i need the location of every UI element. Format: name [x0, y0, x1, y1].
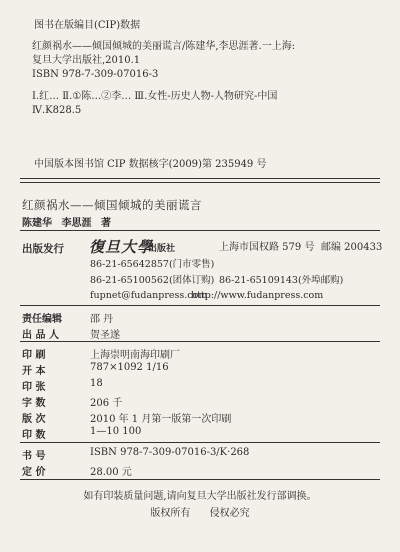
- piracy-warning: 侵权必究: [209, 508, 250, 519]
- editor-value: 邵 丹: [90, 314, 114, 325]
- book-authors: [22, 214, 117, 229]
- cip-data-note: 中国版本图书馆 CIP 数据核字(2009)第 235949 号: [34, 159, 267, 170]
- word-count-label: 字 数: [22, 398, 46, 409]
- publisher-logo-suffix: 出版社: [148, 244, 176, 254]
- divider: [20, 178, 380, 183]
- cip-classification: Ⅰ.红… Ⅱ.①陈…②李… Ⅲ.女性-历史人物-人物研究-中国: [32, 91, 278, 102]
- publisher-email: fupnet@fudanpress.com: [90, 290, 208, 301]
- print-run-label: 印 数: [22, 430, 46, 441]
- cip-classification-number: Ⅳ.K828.5: [32, 105, 82, 116]
- phone-external: 86-21-65109143(外埠邮购): [219, 275, 344, 286]
- rights-reserved: 版权所有: [150, 508, 191, 519]
- phone-group: 86-21-65100562(团体订购): [90, 275, 215, 286]
- quality-notice: 如有印装质量问题,请向复旦大学出版社发行部调换。: [83, 491, 317, 502]
- format-label: 开 本: [22, 366, 46, 377]
- cip-isbn-line: ISBN 978-7-309-07016-3: [32, 69, 159, 80]
- format-value: 787×1092 1/16: [90, 362, 169, 373]
- phone-retail: 86-21-65642857(门市零售): [90, 259, 215, 270]
- printer-label: 印 刷: [22, 350, 46, 361]
- publisher-website: http://www.fudanpress.com: [191, 290, 324, 301]
- printer-value: 上海崇明南海印刷厂: [90, 350, 180, 361]
- editor-label: 责任编辑: [22, 314, 62, 325]
- cip-title-line: 红颜祸水——倾国倾城的美丽谎言/陈建华,李思涯著.一上海:: [32, 41, 296, 52]
- divider: [20, 442, 380, 443]
- author-name: 李思涯: [61, 218, 92, 229]
- book-number-label: 书 号: [22, 451, 46, 462]
- price-value: 28.00 元: [90, 467, 132, 478]
- edition-label: 版 次: [22, 414, 46, 425]
- producer-label: 出 品 人: [22, 330, 59, 341]
- edition-value: 2010 年 1 月第一版第一次印刷: [90, 414, 232, 425]
- publisher-logo: 復旦大學: [89, 238, 154, 256]
- divider: [20, 341, 380, 342]
- print-run-value: 1—10 100: [90, 426, 142, 437]
- producer-value: 贺圣遂: [90, 330, 120, 341]
- cip-publisher-line: 复旦大学出版社,2010.1: [32, 55, 141, 66]
- word-count-value: 206 千: [90, 398, 123, 409]
- publisher-label: 出版发行: [22, 243, 64, 255]
- author-name: 陈建华: [22, 218, 52, 229]
- divider: [20, 230, 380, 231]
- divider: [20, 479, 380, 480]
- divider: [20, 305, 380, 306]
- book-number-value: ISBN 978-7-309-07016-3/K·268: [90, 447, 250, 458]
- price-label: 定 价: [22, 467, 46, 478]
- book-title: 红颜祸水——倾国倾城的美丽谎言: [22, 198, 202, 212]
- sheets-value: 18: [90, 378, 103, 389]
- cip-heading: 图书在版编目(CIP)数据: [34, 20, 141, 31]
- publisher-address: 上海市国权路 579 号: [219, 242, 315, 253]
- author-role: 著: [100, 218, 111, 229]
- publisher-zipcode: 邮编 200433: [321, 242, 383, 253]
- sheets-label: 印 张: [22, 382, 46, 393]
- cip-record: [22, 40, 295, 118]
- copyright-notice: [0, 504, 400, 519]
